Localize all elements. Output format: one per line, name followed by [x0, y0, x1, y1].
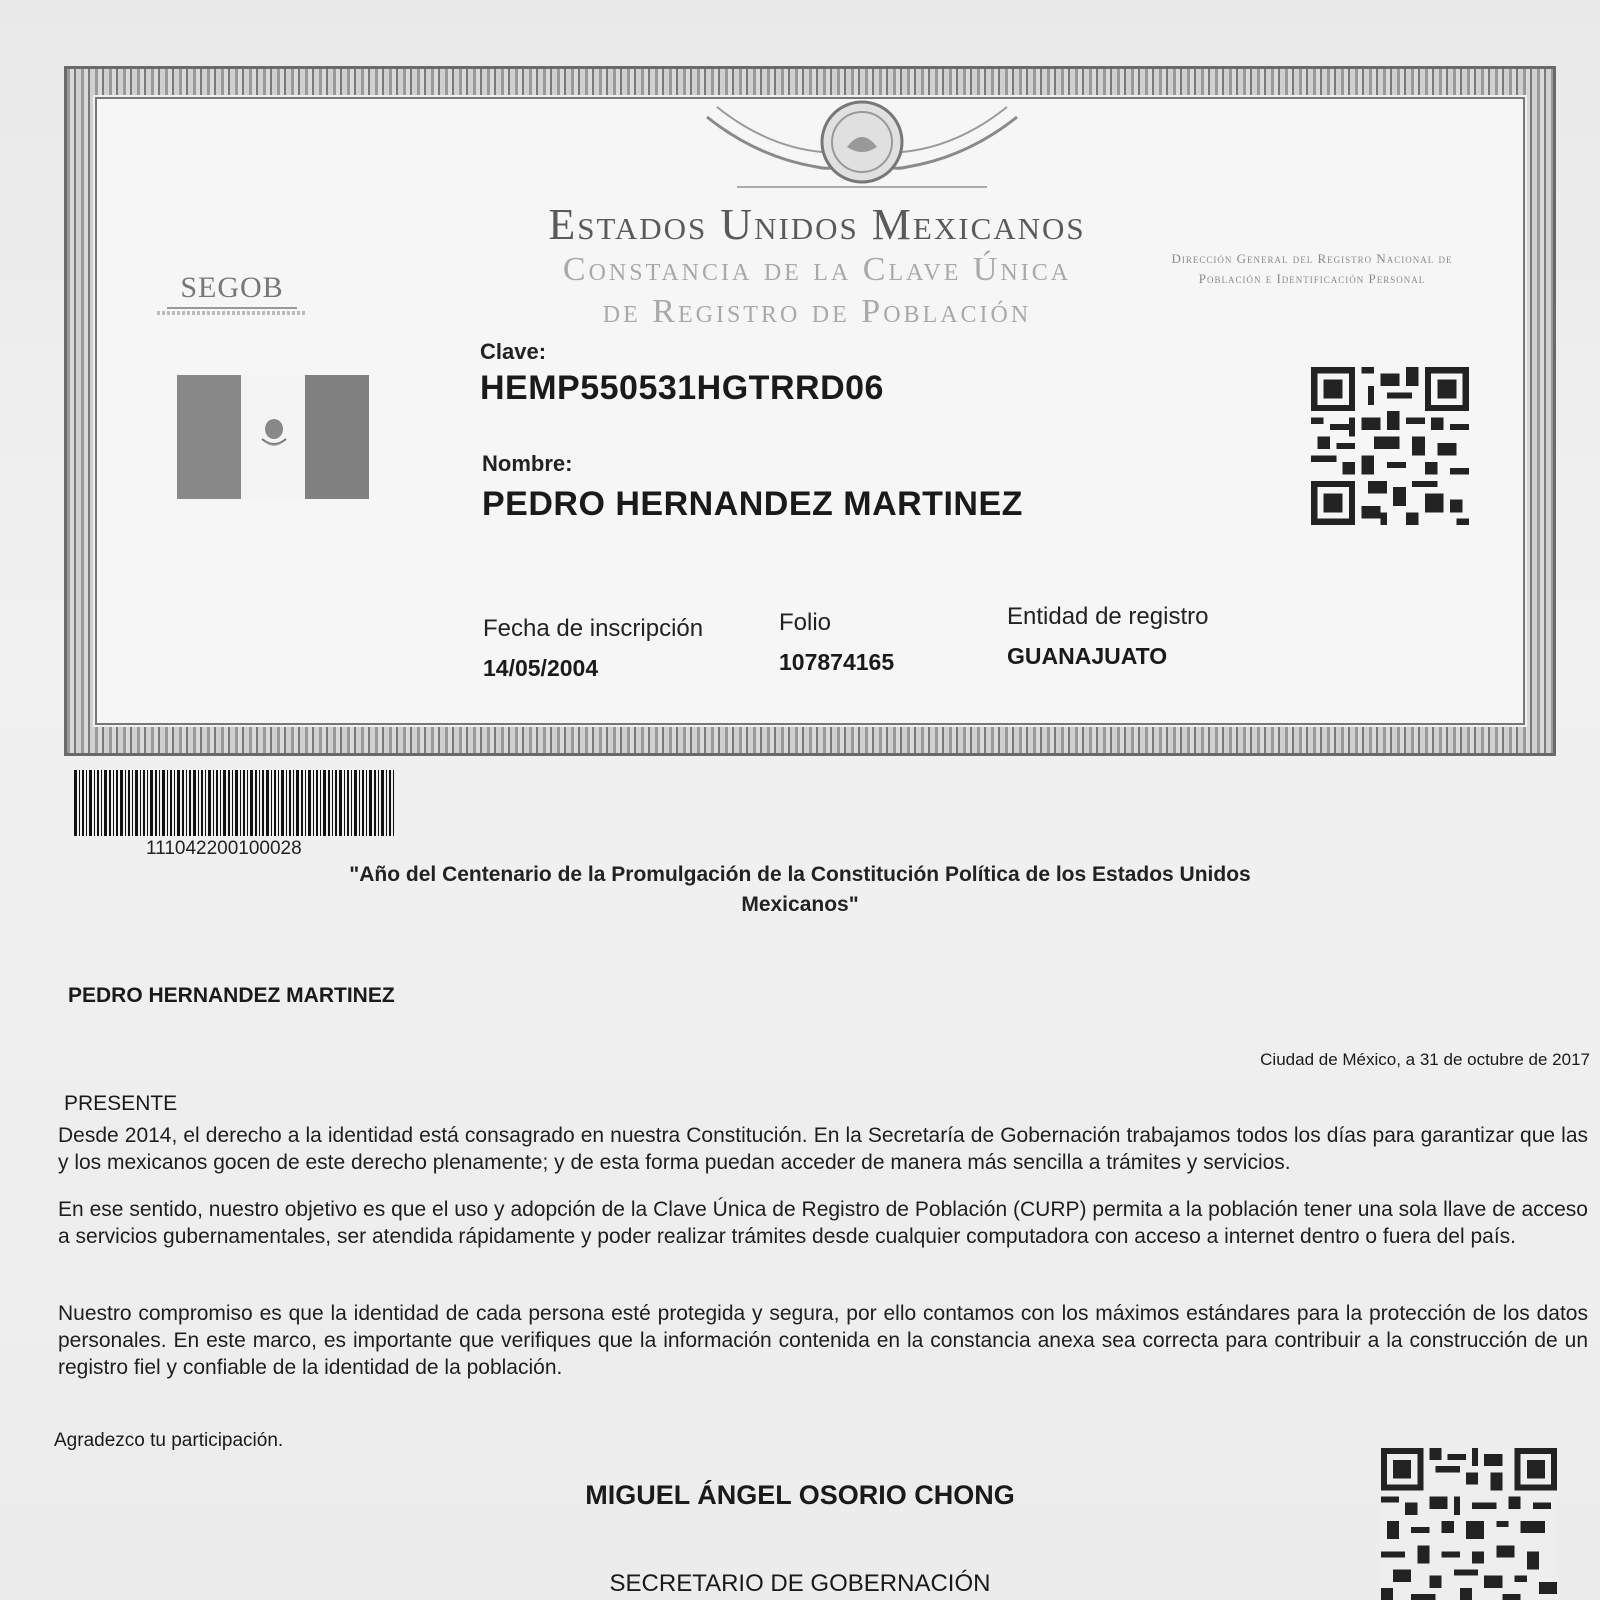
segob-logo-subline — [157, 311, 307, 315]
document-title-line1: Constancia de la Clave Única — [562, 251, 1072, 288]
clave-value: HEMP550531HGTRRD06 — [480, 369, 884, 407]
qr-code-icon[interactable] — [1380, 1448, 1558, 1600]
fecha-label: Fecha de inscripción — [483, 615, 704, 642]
agency-direction: Dirección General del Registro Nacional de Población e Identificación Personal — [1171, 251, 1453, 286]
letter-addressee: PEDRO HERNANDEZ MARTINEZ — [68, 984, 395, 1007]
country-title: Estados Unidos Mexicanos — [548, 200, 1086, 249]
year-motto: "Año del Centenario de la Promulgación de la Constitución Política de los Estados Unidos Mexicanos" — [349, 863, 1251, 916]
barcode-number: 111042200100028 — [146, 838, 302, 859]
nombre-label: Nombre: — [482, 451, 573, 476]
letter-paragraph: Nuestro compromiso es que la identidad de cada persona esté protegida y segura, por ello contamos con los máximos estándares para la protección de los datos personales. En este marco, es importante que verifiques que la información contenida en la constancia anexa sea correcta para contribuir a la construcción de un registro fiel y confiable de la identidad de la población. — [58, 1302, 1588, 1379]
fecha-value: 14/05/2004 — [483, 655, 599, 681]
entidad-value: GUANAJUATO — [1007, 643, 1168, 669]
letter-closing: Agradezco tu participación. — [54, 1430, 284, 1451]
barcode-icon — [74, 770, 394, 836]
document-title-line2: de Registro de Población — [602, 293, 1032, 330]
signer-name: MIGUEL ÁNGEL OSORIO CHONG — [585, 1480, 1015, 1510]
national-seal-icon — [697, 97, 1027, 197]
nombre-value: PEDRO HERNANDEZ MARTINEZ — [482, 485, 1023, 523]
folio-value: 107874165 — [779, 649, 895, 675]
document-title — [517, 249, 1117, 333]
letter-paragraph: Desde 2014, el derecho a la identidad está consagrado en nuestra Constitución. En la Secretaría de Gobernación trabajamos todos los días para garantizar que las y los mexicanos gocen de este derecho plenamente; y de esta forma puedan acceder de manera más sencilla a trámites y servicios. — [58, 1124, 1588, 1174]
letter-paragraph: En ese sentido, nuestro objetivo es que el uso y adopción de la Clave Única de Registro de Población (CURP) permita a la población tener una sola llave de acceso a servicios gubernamentales, ser atendida rápidamente y poder realizar trámites desde cualquier computadora con acceso a internet dentro o fuera del país. — [58, 1198, 1588, 1248]
letter-greeting: PRESENTE — [64, 1092, 178, 1115]
mexican-flag-icon — [177, 375, 373, 499]
segob-logo: SEGOB — [167, 271, 297, 309]
folio-label: Folio — [779, 609, 832, 636]
clave-label: Clave: — [480, 339, 547, 364]
signer-title: SECRETARIO DE GOBERNACIÓN — [609, 1570, 991, 1597]
qr-code-icon[interactable] — [1311, 367, 1469, 525]
certificate-body — [95, 97, 1525, 725]
curp-certificate — [64, 66, 1556, 756]
entidad-label: Entidad de registro — [1007, 603, 1209, 630]
letter-place-date: Ciudad de México, a 31 de octubre de 2017 — [1260, 1050, 1590, 1069]
